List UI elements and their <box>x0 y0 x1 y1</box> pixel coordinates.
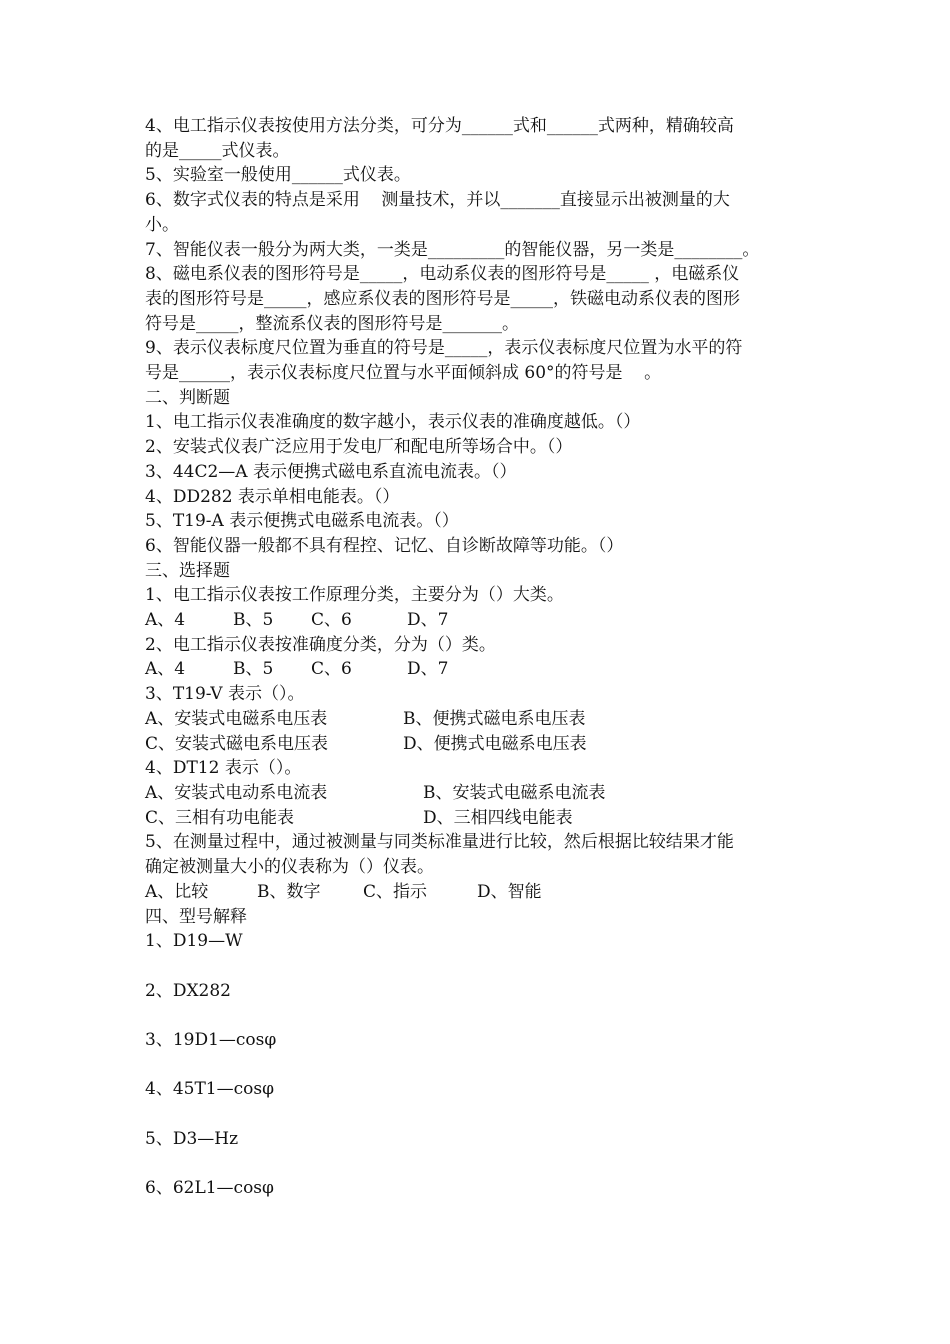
model-item: 4、45T1—cosφ <box>145 1079 274 1100</box>
choice-options-4-row-2 <box>145 806 810 831</box>
option-a: A、4 <box>145 659 186 680</box>
model-item: 6、62L1—cosφ <box>145 1178 274 1199</box>
section-heading-choice: 三、选择题 <box>145 560 230 581</box>
option-c: C、指示 <box>363 881 428 902</box>
judge-item: 2、安装式仪表广泛应用于发电厂和配电所等场合中。（） <box>145 437 573 458</box>
option-b: B、安装式电磁系电流表 <box>423 782 606 803</box>
question-8-line-2: 表的图形符号是_____，感应系仪表的图形符号是_____，铁磁电动系仪表的图形 <box>145 288 740 309</box>
judge-item: 3、44C2—A 表示便携式磁电系直流电流表。（） <box>145 461 517 482</box>
option-d: D、7 <box>407 659 449 680</box>
document-page <box>145 114 810 1226</box>
question-6-line-2: 小。 <box>145 214 179 235</box>
question-6-line-1: 6、数字式仪表的特点是采用 测量技术，并以_______直接显示出被测量的大 <box>145 190 730 211</box>
choice-options-2 <box>145 657 810 682</box>
option-c: C、6 <box>311 610 352 631</box>
question-9-line-1: 9、表示仪表标度尺位置为垂直的符号是_____，表示仪表标度尺位置为水平的符 <box>145 338 743 359</box>
choice-question-5-line-2: 确定被测量大小的仪表称为（）仪表。 <box>145 857 434 878</box>
question-8-line-3: 符号是_____，整流系仪表的图形符号是_______。 <box>145 313 519 334</box>
question-8-line-1: 8、磁电系仪表的图形符号是_____，电动系仪表的图形符号是_____ ，电磁系仪 <box>145 264 740 285</box>
choice-question-2: 2、电工指示仪表按准确度分类，分为（）类。 <box>145 634 496 655</box>
judge-item: 5、T19-A 表示便携式电磁系电流表。（） <box>145 511 459 532</box>
option-c: C、安装式磁电系电压表 <box>145 733 329 754</box>
choice-question-5-line-1: 5、在测量过程中，通过被测量与同类标准量进行比较，然后根据比较结果才能 <box>145 832 734 853</box>
section-heading-model: 四、型号解释 <box>145 906 247 927</box>
question-9-line-2: 号是______，表示仪表标度尺位置与水平面倾斜成 60°的符号是 。 <box>145 363 662 384</box>
option-d: D、三相四线电能表 <box>423 807 573 828</box>
option-a: A、4 <box>145 610 186 631</box>
model-item: 1、D19—W <box>145 931 243 952</box>
choice-question-3: 3、T19-V 表示（）。 <box>145 684 305 705</box>
option-d: D、便携式电磁系电压表 <box>403 733 587 754</box>
model-item: 2、DX282 <box>145 980 231 1001</box>
option-b: B、便携式磁电系电压表 <box>403 708 586 729</box>
question-7: 7、智能仪表一般分为两大类，一类是_________的智能仪器，另一类是________。 <box>145 239 760 260</box>
choice-options-1 <box>145 608 810 633</box>
choice-options-3-row-1 <box>145 707 810 732</box>
choice-question-1: 1、电工指示仪表按工作原理分类，主要分为（）大类。 <box>145 585 564 606</box>
question-5: 5、实验室一般使用______式仪表。 <box>145 165 411 186</box>
option-b: B、5 <box>233 659 274 680</box>
option-a: A、比较 <box>145 881 209 902</box>
option-c: C、三相有功电能表 <box>145 807 295 828</box>
choice-options-4-row-1 <box>145 781 810 806</box>
option-b: B、数字 <box>257 881 321 902</box>
judge-item: 1、电工指示仪表准确度的数字越小，表示仪表的准确度越低。（） <box>145 412 641 433</box>
option-a: A、安装式电磁系电压表 <box>145 708 328 729</box>
option-c: C、6 <box>311 659 352 680</box>
choice-options-5 <box>145 880 810 905</box>
section-heading-judge: 二、判断题 <box>145 387 230 408</box>
judge-item: 6、智能仪器一般都不具有程控、记忆、自诊断故障等功能。（） <box>145 535 624 556</box>
model-item: 5、D3—Hz <box>145 1128 239 1149</box>
option-b: B、5 <box>233 610 274 631</box>
question-4-line-1: 4、电工指示仪表按使用方法分类，可分为______式和______式两种，精确较高 <box>145 116 734 136</box>
question-4-line-2: 的是_____式仪表。 <box>145 140 290 161</box>
option-d: D、7 <box>407 610 449 631</box>
model-item: 3、19D1—cosφ <box>145 1029 277 1050</box>
judge-item: 4、DD282 表示单相电能表。（） <box>145 486 400 507</box>
option-a: A、安装式电动系电流表 <box>145 782 328 803</box>
option-d: D、智能 <box>477 881 542 902</box>
choice-options-3-row-2 <box>145 732 810 757</box>
choice-question-4: 4、DT12 表示（）。 <box>145 758 302 779</box>
